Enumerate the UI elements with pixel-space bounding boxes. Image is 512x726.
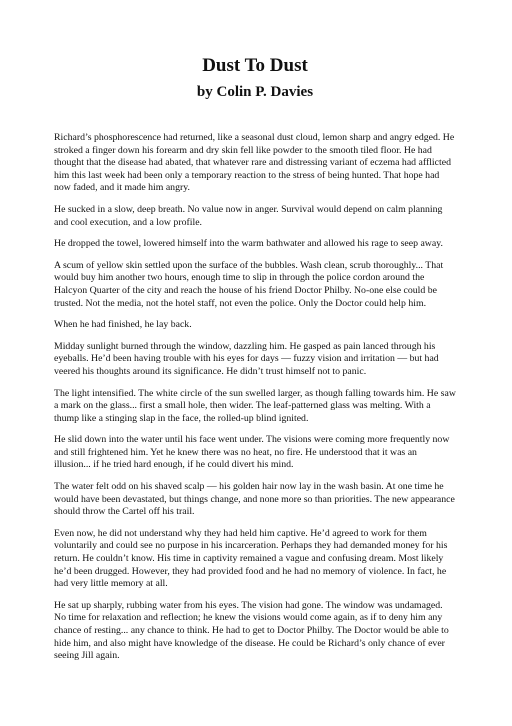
paragraph: He sat up sharply, rubbing water from his eyes. The vision had gone. The window was undamaged. No time for relaxation and reflection; he knew the visions would come again, as if to deny him any chance of resting... any chance to think. He had to get to Doctor Philby. The Doctor would be able to hide him, and also might have knowledge of the disease. He could be Richard’s only chance of ever seeing Jill again. xyxy=(54,599,449,662)
author-byline: by Colin P. Davies xyxy=(196,84,314,100)
paragraph: A scum of yellow skin settled upon the surface of the bubbles. Wash clean, scrub thoroughly... That would buy him another two hours, enough time to slip in through the police cordon around the Halcyon Quarter of the city and reach the house of his friend Doctor Philby. No-one else could be trusted. Not the media, not the hotel staff, not even the police. Only the Doctor could help him. xyxy=(54,259,444,309)
paragraph: The light intensified. The white circle of the sun swelled larger, as though falling towards him. He saw a mark on the glass... first a small hole, then wider. The leaf-patterned glass was melting. With a thump like a stinging slap in the face, the rolled-up blind ignited. xyxy=(54,387,456,424)
story-body xyxy=(54,132,456,663)
paragraph: He slid down into the water until his face went under. The visions were coming more frequently now and still frightened him. Yet he knew there was no heat, no fire. He understood that it was an illusion... if he tried hard enough, if he could divert his mind. xyxy=(54,434,450,471)
paragraph: Richard’s phosphorescence had returned, like a seasonal dust cloud, lemon sharp and angry edged. He stroked a finger down his forearm and dry skin fell like powder to the smooth tiled floor. He had thought that the disease had abated, that whatever rare and distressing variant of eczema had afflicted him this last week had been only a temporary reaction to the stress of being hunted. That hope had now faded, and it made him angry. xyxy=(54,132,455,194)
paragraph: He dropped the towel, lowered himself into the warm bathwater and allowed his rage to seep away. xyxy=(54,238,443,250)
paragraph: Midday sunlight burned through the window, dazzling him. He gasped as pain lanced through his eyeballs. He’d been having trouble with his eyes for days — fuzzy vision and irritation — but had veered his thoughts around its significance. He didn’t trust himself not to panic. xyxy=(54,340,439,377)
paragraph: The water felt odd on his shaved scalp — his golden hair now lay in the wash basin. At one time he would have been devastated, but things change, and none more so than priorities. The new appearance should throw the Cartel off his trail. xyxy=(54,481,455,518)
paragraph: He sucked in a slow, deep breath. No value now in anger. Survival would depend on calm planning and cool execution, and a low profile. xyxy=(54,203,443,228)
paragraph: Even now, he did not understand why they had held him captive. He’d agreed to work for them voluntarily and could see no purpose in his incarceration. Perhaps they had demanded money for his return. He couldn’t know. His time in captivity remained a vague and confusing dream. Most likely he’d been drugged. However, they had provided food and he had no memory of violence. In fact, he had very little memory at all. xyxy=(54,527,448,590)
story-title: Dust To Dust xyxy=(202,55,308,76)
paragraph: When he had finished, he lay back. xyxy=(54,319,192,331)
